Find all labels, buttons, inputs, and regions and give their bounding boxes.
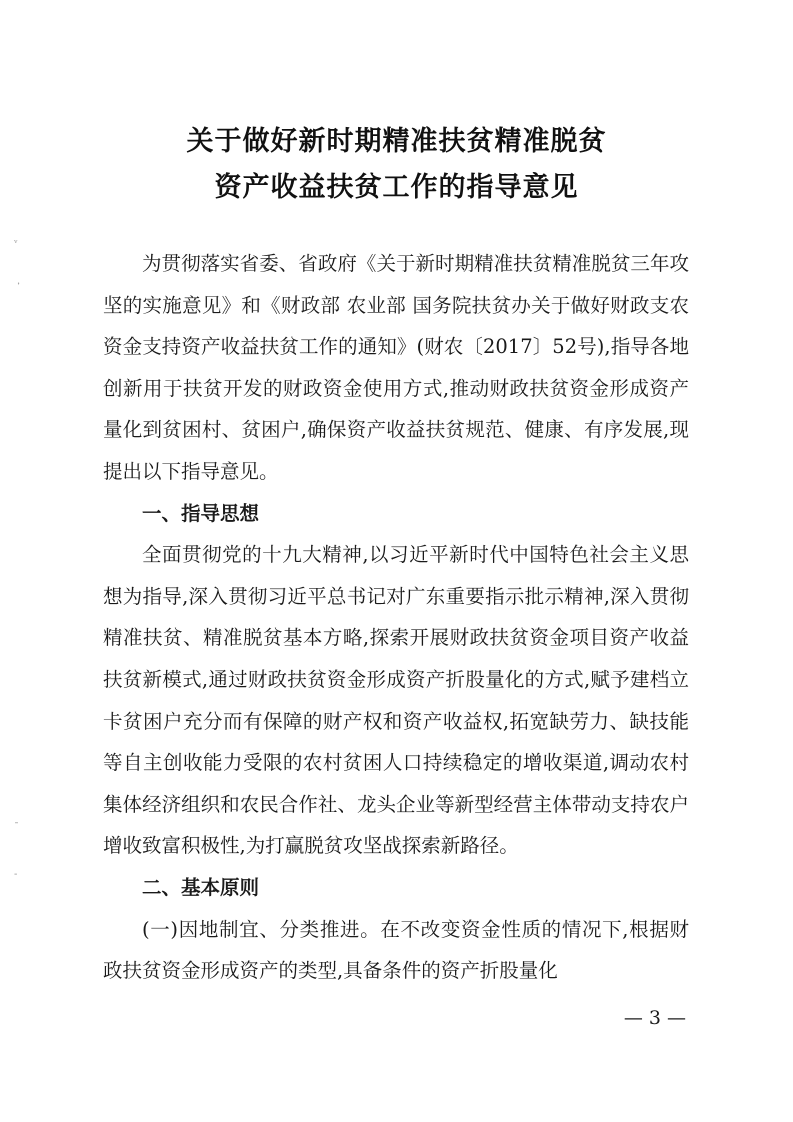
scan-mark: ᵥ — [14, 235, 18, 246]
page-number: — 3 — — [623, 1007, 686, 1029]
document-title-line-1: 关于做好新时期精准扶贫精准脱贫 — [186, 126, 607, 157]
intro-paragraph: 为贯彻落实省委、省政府《关于新时期精准扶贫精准脱贫三年攻坚的实施意见》和《财政部 农业部 国务院扶贫办关于做好财政支农资金支持资产收益扶贫工作的通知》(财农〔2017〕52号),指导各地创新用于扶贫开发的财政资金使用方式,推动财政扶贫资金形成资产量化到贫困村、贫困户,确保资产收益扶贫规范、健康、有序发展,现提出以下指导意见。 — [103, 252, 689, 483]
scan-mark: ˉ — [14, 822, 19, 833]
scan-mark: - — [14, 869, 18, 880]
guiding-thought-paragraph: 全面贯彻党的十九大精神,以习近平新时代中国特色社会主义思想为指导,深入贯彻习近平总书记对广东重要指示批示精神,深入贯彻精准扶贫、精准脱贫基本方略,探索开展财政扶贫资金项目资产收益扶贫新模式,通过财政扶贫资金形成资产折股量化的方式,赋予建档立卡贫困户充分而有保障的财产权和资产收益权,拓宽缺劳力、缺技能等自主创收能力受限的农村贫困人口持续稳定的增收渠道,调动农村集体经济组织和农民合作社、龙头企业等新型经营主体带动支持农户增收致富积极性,为打赢脱贫攻坚战探索新路径。 — [103, 543, 689, 858]
document-body — [103, 243, 689, 992]
scan-mark: ᾽ — [16, 283, 21, 294]
document-title-line-2: 资产收益扶贫工作的指导意见 — [214, 172, 579, 203]
principle-1-paragraph: (一)因地制宜、分类推进。在不改变资金性质的情况下,根据财政扶贫资金形成资产的类型,具备条件的资产折股量化 — [103, 917, 689, 983]
section-heading-guiding-thought: 一、指导思想 — [142, 501, 260, 525]
section-heading-basic-principles: 二、基本原则 — [142, 875, 260, 899]
